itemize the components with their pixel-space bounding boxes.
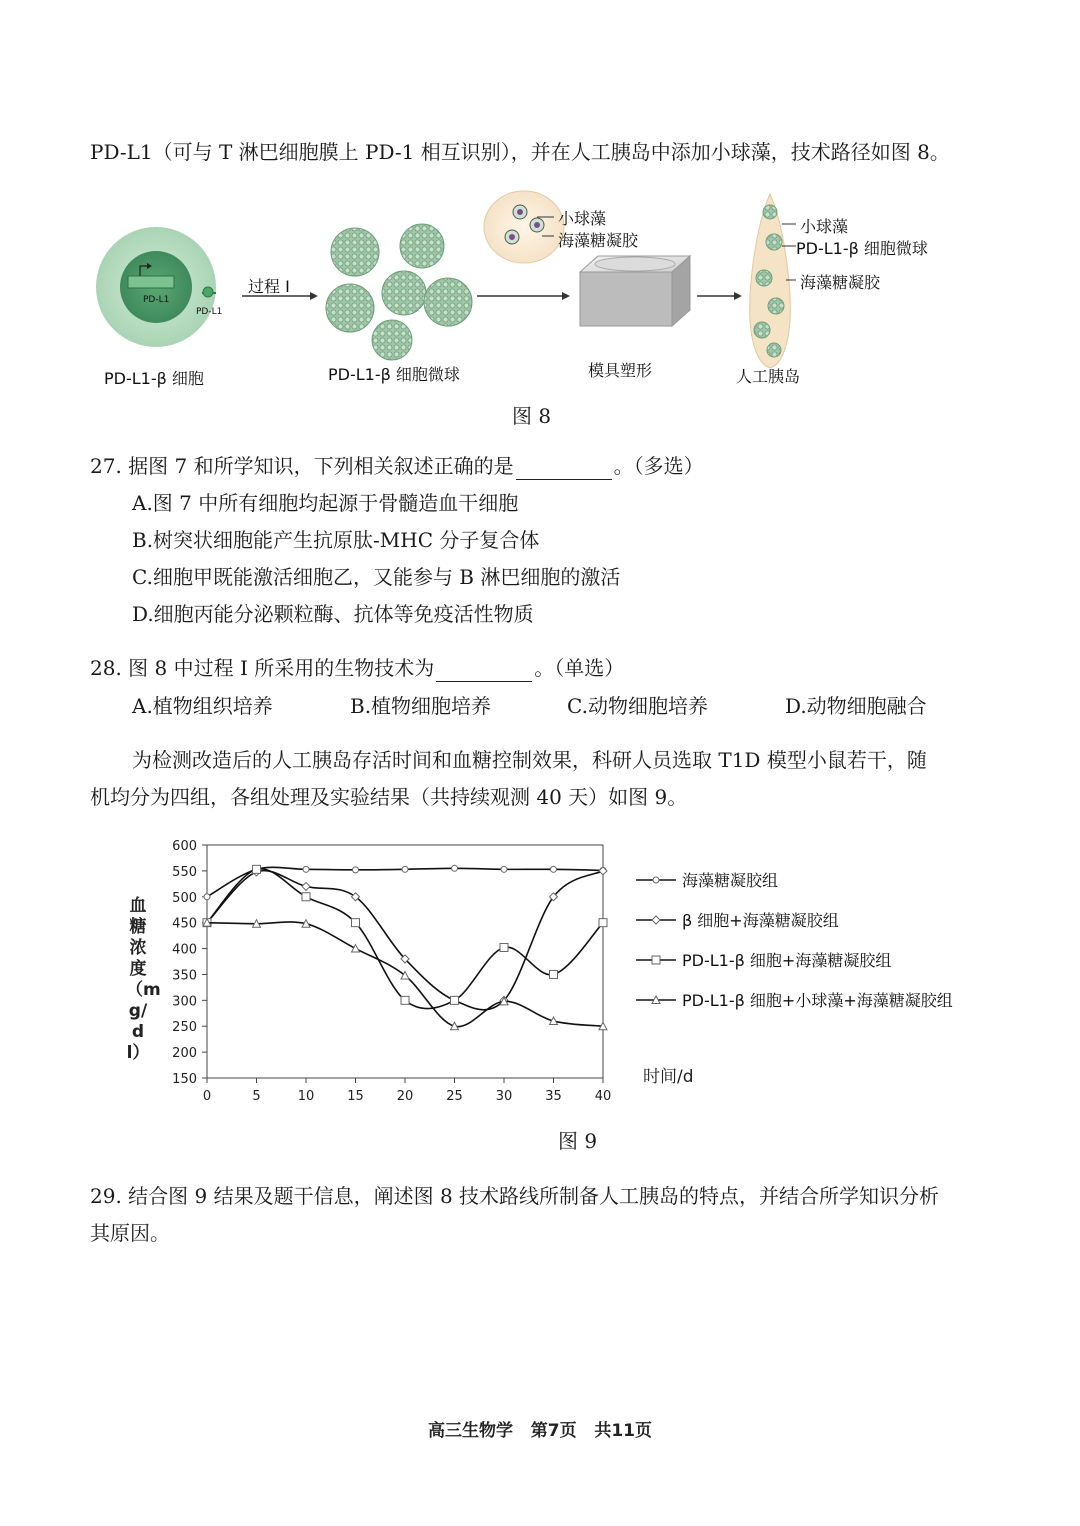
experiment-paragraph-line1: 为检测改造后的人工胰岛存活时间和血糖控制效果，科研人员选取 T1D 模型小鼠若干，随 — [132, 748, 927, 772]
series-1-point — [303, 866, 309, 872]
q27-option-d: D.细胞丙能分泌颗粒酶、抗体等免疫活性物质 — [132, 602, 534, 626]
capsule-legend-gel: 海藻糖凝胶 — [558, 231, 639, 250]
x-tick-label: 35 — [545, 1089, 562, 1104]
microsphere-cluster — [326, 224, 472, 360]
islet-legend-gel: 海藻糖凝胶 — [800, 273, 881, 292]
series-3-point — [302, 893, 310, 901]
legend-label-2: β 细胞+海藻糖凝胶组 — [682, 911, 839, 930]
q27-answer-blank[interactable] — [516, 457, 612, 480]
capsule-legend-chlorella: 小球藻 — [558, 209, 607, 228]
y-tick-label: 550 — [172, 864, 197, 880]
series-1-point — [551, 866, 557, 872]
q28-stem-before: 28. 图 8 中过程 I 所采用的生物技术为 — [90, 656, 435, 680]
series-2-point — [599, 867, 607, 875]
x-tick-label: 10 — [297, 1089, 315, 1104]
series-1-point — [501, 866, 507, 872]
islet-legend-microsphere: PD-L1-β 细胞微球 — [796, 239, 928, 258]
q27-option-b: B.树突状细胞能产生抗原肽-MHC 分子复合体 — [132, 528, 540, 552]
intro-text: PD-L1（可与 T 淋巴细胞膜上 PD-1 相互识别），并在人工胰岛中添加小球藻，技术路径如图 8。 — [90, 140, 950, 164]
series-1-point — [402, 866, 408, 872]
x-tick-label: 30 — [495, 1089, 513, 1104]
process-1-label: 过程 I — [248, 277, 290, 296]
series-4-point — [352, 945, 360, 953]
series-3-point — [451, 996, 459, 1004]
chart-axes — [172, 839, 611, 1104]
q28-answer-blank[interactable] — [436, 659, 532, 682]
series-1-point — [353, 867, 359, 873]
microsphere-label: PD-L1-β 细胞微球 — [328, 365, 460, 384]
x-tick-label: 40 — [594, 1089, 612, 1104]
y-tick-label: 150 — [172, 1072, 197, 1087]
legend-marker-1 — [653, 877, 659, 883]
cell-inner-label: PD-L1 — [143, 295, 170, 305]
y-tick-label: 300 — [172, 994, 197, 1010]
mold-block — [580, 256, 690, 326]
series-3-point — [550, 970, 558, 978]
y-tick-label: 350 — [172, 968, 197, 984]
cell-marker-label: PD-L1 — [196, 307, 223, 317]
q29-line1: 29. 结合图 9 结果及题干信息，阐述图 8 技术路线所制备人工胰岛的特点，并结合所学知识分析 — [90, 1184, 940, 1208]
legend-marker-3 — [652, 956, 660, 964]
x-tick-label: 25 — [446, 1089, 463, 1104]
q27-option-a: A.图 7 中所有细胞均起源于骨髓造血干细胞 — [132, 491, 519, 515]
q29-line2: 其原因。 — [90, 1221, 170, 1245]
chart-x-label: 时间/d — [643, 1067, 694, 1087]
legend-label-4: PD-L1-β 细胞+小球藻+海藻糖凝胶组 — [682, 991, 953, 1010]
page-footer: 高三生物学 第7页 共11页 — [428, 1421, 652, 1441]
legend-marker-2 — [652, 916, 660, 924]
islet-legend-chlorella: 小球藻 — [800, 217, 849, 236]
q28-stem — [90, 654, 624, 682]
q27-stem-before: 27. 据图 7 和所学知识，下列相关叙述正确的是 — [90, 454, 514, 478]
figure-9-caption: 图 9 — [558, 1129, 598, 1153]
x-tick-label: 20 — [396, 1089, 414, 1104]
legend-label-1: 海藻糖凝胶组 — [682, 871, 779, 890]
chart-legend — [636, 871, 953, 1010]
mold-label: 模具塑形 — [588, 361, 653, 380]
x-tick-label: 5 — [252, 1089, 261, 1104]
cell-label: PD-L1-β 细胞 — [104, 369, 204, 388]
y-tick-label: 400 — [172, 942, 197, 958]
series-3-point — [500, 944, 508, 952]
x-tick-label: 15 — [347, 1089, 364, 1104]
figure-9-chart — [0, 830, 1080, 1120]
experiment-paragraph-line2: 机均分为四组，各组处理及实验结果（共持续观测 40 天）如图 9。 — [90, 785, 688, 809]
y-tick-label: 200 — [172, 1046, 197, 1062]
y-tick-label: 450 — [172, 916, 197, 932]
series-3-point — [352, 919, 360, 927]
gel-capsule — [484, 191, 564, 263]
series-3-point — [253, 865, 261, 873]
y-tick-label: 250 — [172, 1020, 197, 1036]
series-1-point — [204, 894, 210, 900]
arrow-to-mold — [477, 292, 570, 300]
series-line-2 — [207, 871, 603, 1010]
chart-y-label: 血糖浓度（mg/dl） — [126, 896, 161, 1063]
q27-stem-after: 。（多选） — [613, 454, 704, 478]
y-tick-label: 500 — [172, 890, 197, 906]
series-3-point — [401, 996, 409, 1004]
q28-option-d: D.动物细胞融合 — [785, 694, 927, 718]
legend-label-3: PD-L1-β 细胞+海藻糖凝胶组 — [682, 951, 892, 970]
series-1-point — [452, 865, 458, 871]
q27-option-c: C.细胞甲既能激活细胞乙，又能参与 B 淋巴细胞的激活 — [132, 565, 621, 589]
q28-option-b: B.植物细胞培养 — [350, 694, 492, 718]
series-3-point — [599, 919, 607, 927]
artificial-islet — [750, 194, 796, 368]
pd-l1-beta-cell — [96, 227, 222, 347]
series-2-point — [302, 882, 310, 890]
series-line-3 — [207, 869, 603, 1009]
y-tick-label: 600 — [172, 839, 197, 854]
arrow-to-islet — [697, 292, 742, 300]
figure-8-caption: 图 8 — [512, 404, 552, 428]
chart-series — [203, 865, 607, 1029]
q28-option-c: C.动物细胞培养 — [567, 694, 708, 718]
q28-option-a: A.植物组织培养 — [132, 694, 273, 718]
q27-stem — [90, 452, 704, 480]
figure-8 — [92, 190, 992, 395]
x-tick-label: 0 — [202, 1089, 212, 1104]
islet-label: 人工胰岛 — [736, 367, 801, 386]
q28-stem-after: 。（单选） — [534, 656, 625, 680]
